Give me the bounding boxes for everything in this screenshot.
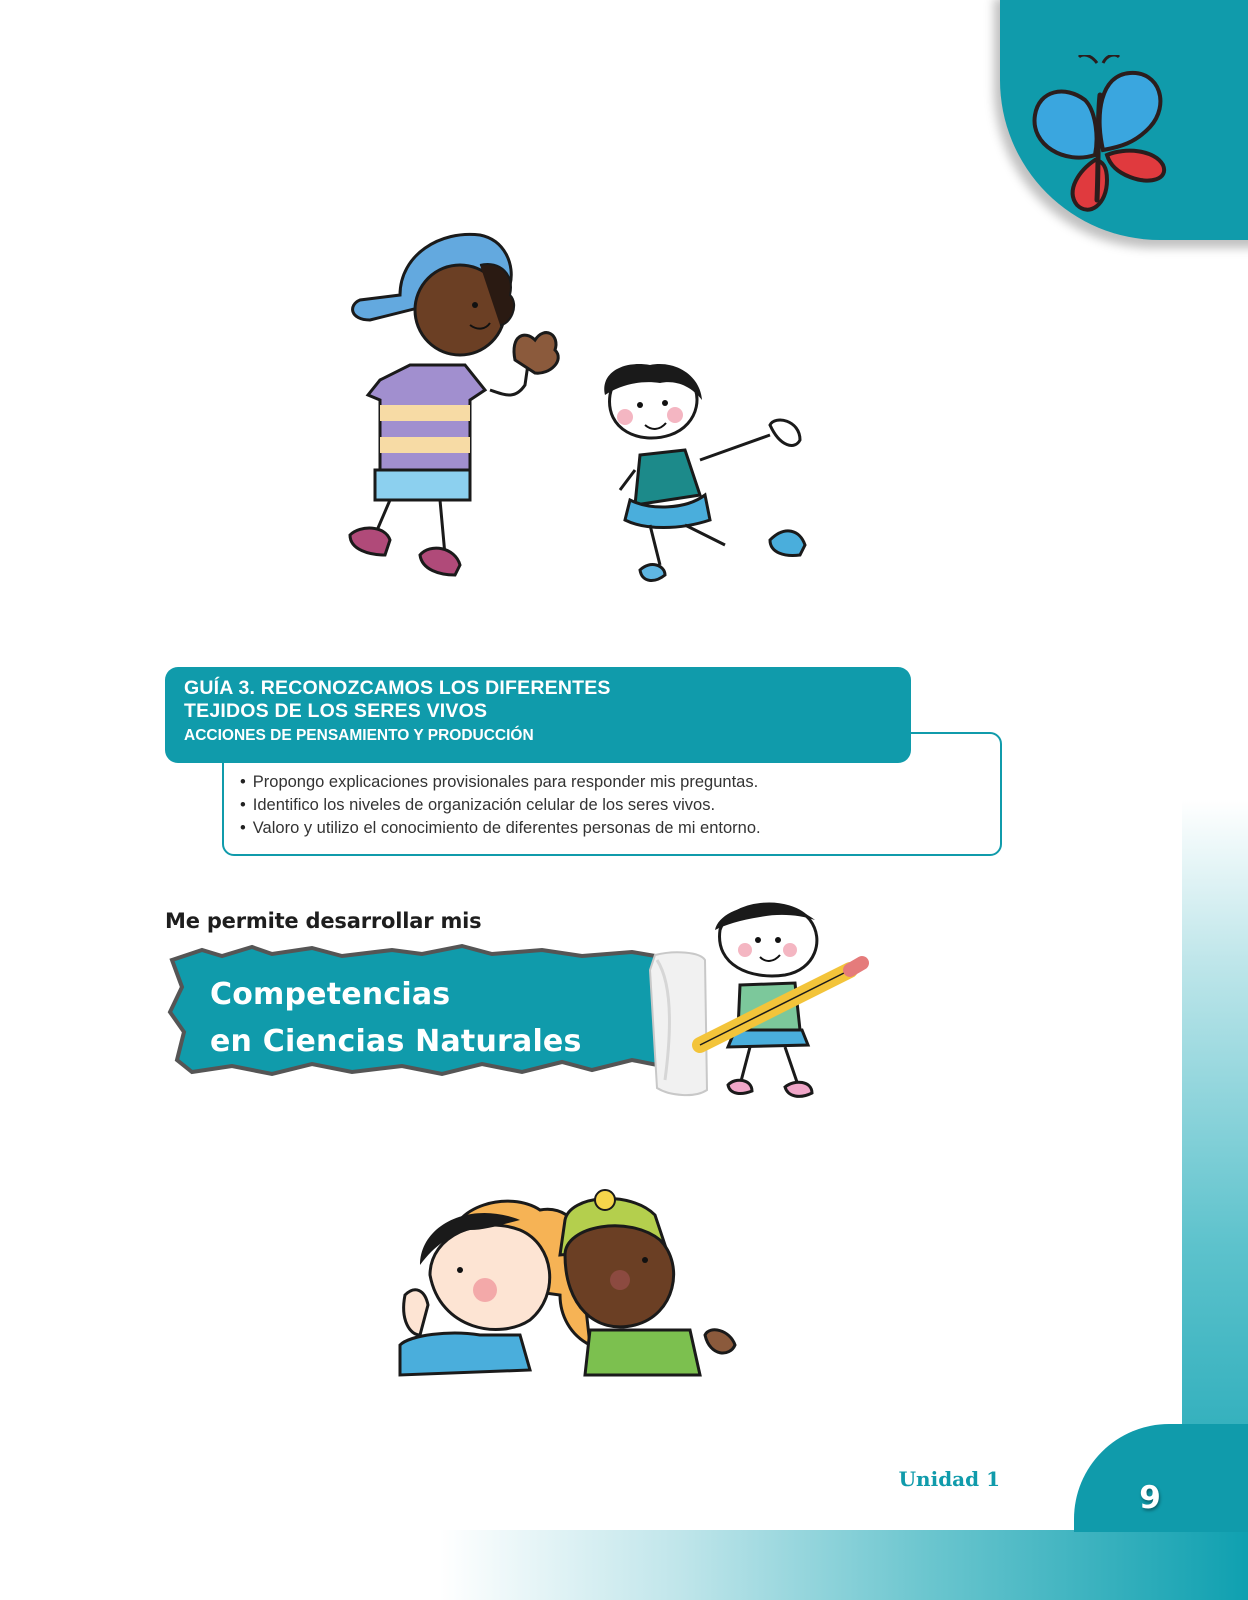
guide-title-line2: TEJIDOS DE LOS SERES VIVOS (184, 700, 488, 722)
right-decorative-strip (1182, 0, 1248, 1600)
competencias-line1: Competencias (210, 977, 451, 1012)
guide-subtitle: ACCIONES DE PENSAMIENTO Y PRODUCCIÓN (184, 727, 534, 744)
competencias-intro: Me permite desarrollar mis (165, 909, 482, 933)
kids-thinking-illustration (390, 1185, 770, 1405)
guide-title-line1: GUÍA 3. RECONOZCAMOS LOS DIFERENTES (184, 677, 611, 699)
list-item: • Propongo explicaciones provisionales para responder mis preguntas. (240, 771, 761, 794)
unit-label: Unidad 1 (898, 1467, 1000, 1491)
competencias-line2: en Ciencias Naturales (210, 1024, 582, 1059)
page-number: 9 (1139, 1480, 1161, 1516)
list-item: • Identifico los niveles de organización celular de los seres vivos. (240, 794, 761, 817)
guide-bullet-list (240, 771, 761, 840)
butterfly-icon (1025, 55, 1200, 225)
bottom-decorative-strip (440, 1530, 1248, 1600)
competencias-title (210, 971, 582, 1065)
girl-with-pencil-illustration (690, 895, 880, 1110)
guide-header (165, 667, 911, 763)
list-item: • Valoro y utilizo el conocimiento de diferentes personas de mi entorno. (240, 817, 761, 840)
kids-waving-illustration (330, 225, 830, 610)
